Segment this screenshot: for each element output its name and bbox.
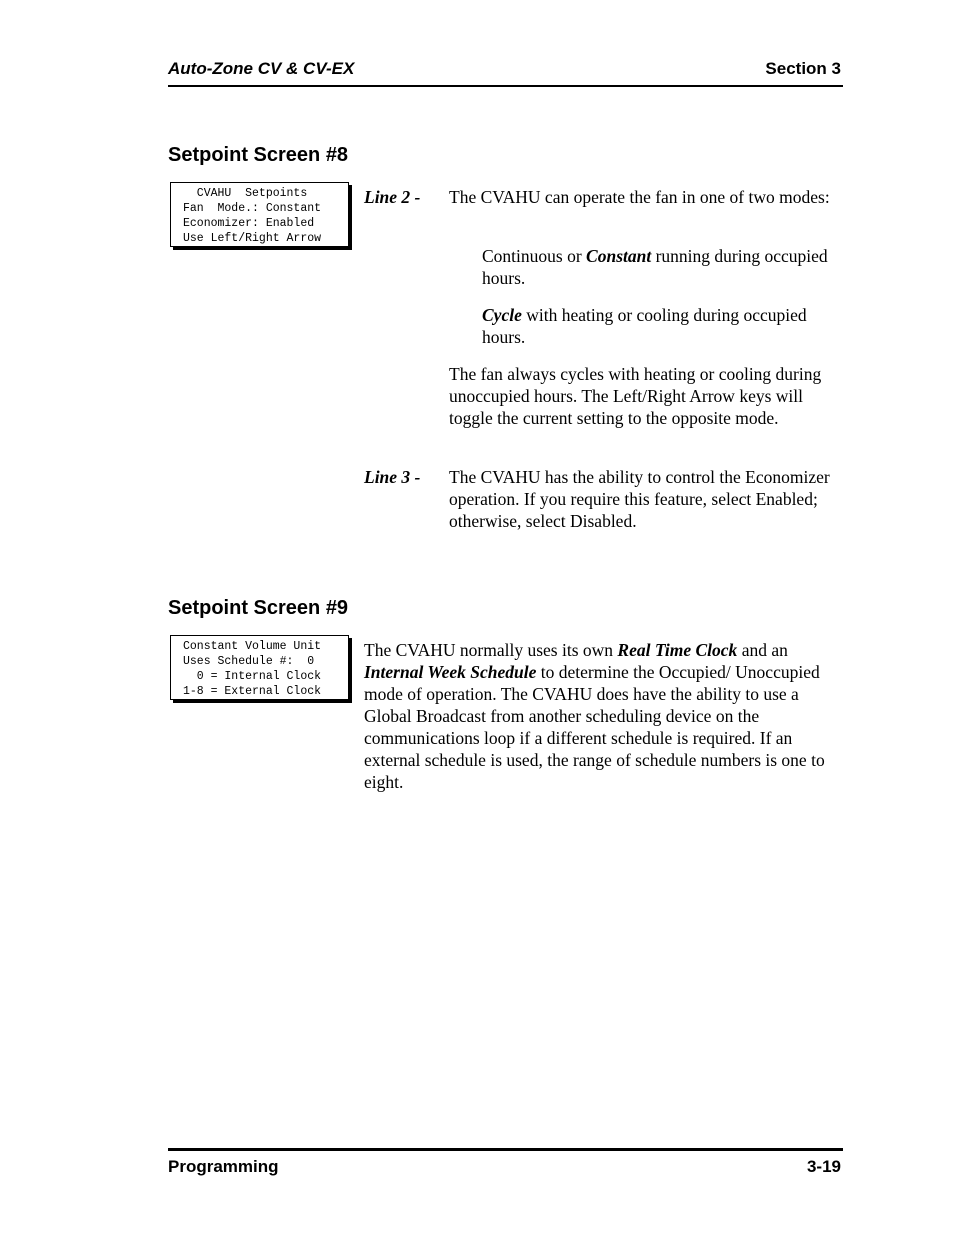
lcd-line: CVAHU Setpoints [183,187,308,200]
lcd-line: Economizer: Enabled [183,217,315,230]
lcd-line: Constant Volume Unit [183,640,322,653]
lcd-line: Fan Mode.: Constant [183,202,322,215]
term-real-time-clock: Real Time Clock [617,640,738,660]
page-number: 3-19 [806,1157,841,1176]
lcd-line: 0 = Internal Clock [183,670,322,683]
footer-chapter: Programming [168,1157,279,1176]
page-footer [168,1148,843,1176]
fan-cycle-note: The fan always cycles with heating or cooling during unoccupied hours. The Left/Right Arrow keys will toggle the current setting to the opposite mode. [449,364,822,428]
lcd-line: Use Left/Right Arrow [183,232,322,245]
screen-9-description: The CVAHU normally uses its own Real Time Clock and an Internal Week Schedule to determine the Occupied/ Unoccupied mode of operation. The CVAHU does have the ability to use a Global Broadcast from another scheduling device on the communications loop if a different schedule is required. If an external schedule is used, the range of schedule numbers is one to eight. [364,640,825,792]
term-cycle: Cycle [482,305,522,325]
section-title-screen-8: Setpoint Screen #8 [168,144,349,166]
line-3-label: Line 3 - [364,467,421,487]
option-constant: Continuous or Constant running during occupied hours. [482,246,828,288]
term-constant: Constant [586,246,652,266]
lcd-display-screen-8 [170,182,349,247]
header-title: Auto-Zone CV & CV-EX [168,59,355,78]
header-section: Section 3 [765,59,841,78]
line-2-description: The CVAHU can operate the fan in one of two modes: [449,187,830,207]
section-title-screen-9: Setpoint Screen #9 [168,597,349,619]
page-header [168,57,843,87]
lcd-line: Uses Schedule #: 0 [183,655,315,668]
line-3-description: The CVAHU has the ability to control the Economizer operation. If you require this feature, select Enabled; otherwise, select Disabled. [449,467,830,531]
lcd-line: 1-8 = External Clock [183,685,322,698]
option-cycle: Cycle with heating or cooling during occupied hours. [482,305,807,347]
lcd-display-screen-9 [170,635,349,700]
line-2-label: Line 2 - [364,187,421,207]
term-internal-week-schedule: Internal Week Schedule [364,662,537,682]
